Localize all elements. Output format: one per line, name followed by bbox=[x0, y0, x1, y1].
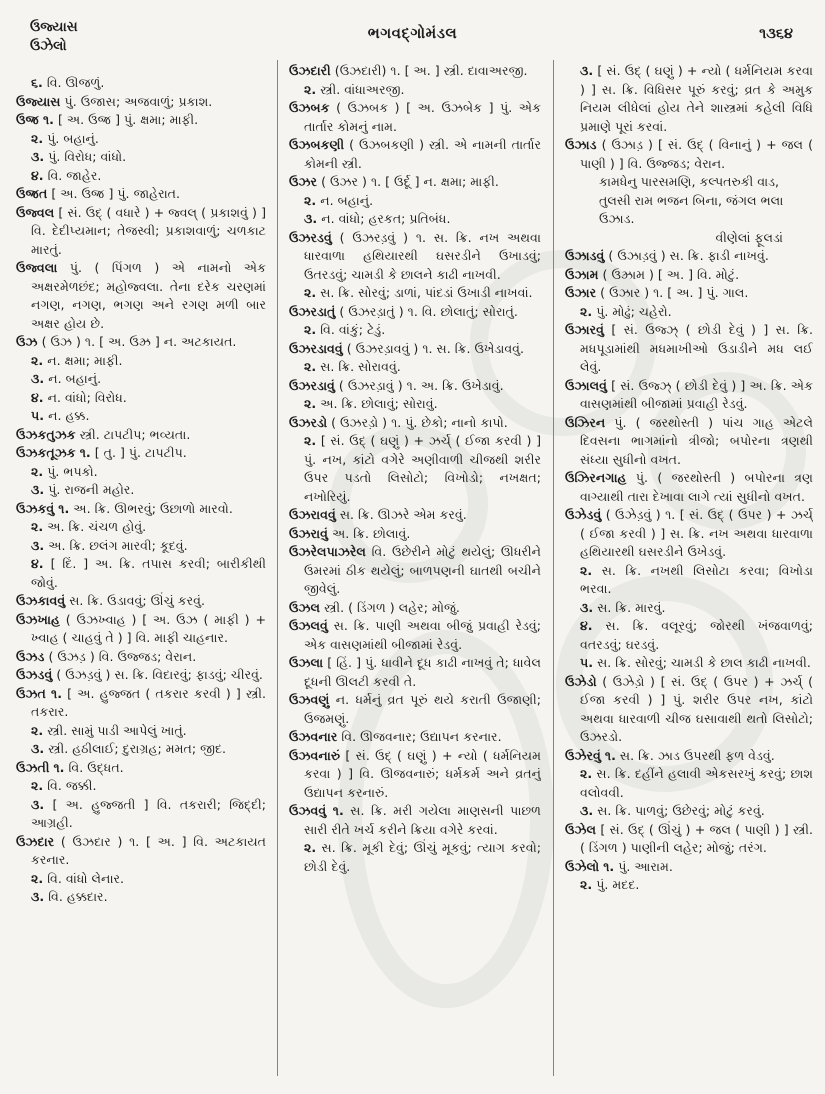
verse-line: કામધેનુ પારસમણિ, કલ્પતરુકી વાડ, bbox=[599, 174, 780, 189]
headword: ઉઝતી bbox=[16, 759, 50, 775]
sense-line: ૪. વિ. જાહેર. bbox=[31, 167, 102, 183]
dictionary-entry: ઉઝર ( ઉઝર ) ૧. [ ઉર્દૂ ] ન. ક્ષમા; માફી. bbox=[289, 174, 499, 189]
sense-line: ૨. પું. ભપકો. bbox=[31, 463, 98, 479]
headword: ઉઝકાવવું bbox=[16, 593, 66, 608]
sense-line: ૨. સ્ત્રી. વાંધાઅરજી. bbox=[304, 81, 405, 97]
dictionary-entry: ઉઝાર ( ઉઝાર ) ૧. [ અ. ] પું. ગાલ. bbox=[565, 285, 749, 300]
dictionary-entry: ઉજ્યાસ પું. ઉજાસ; અજવાળું; પ્રકાશ. bbox=[16, 93, 213, 109]
sense-number: ૪. bbox=[31, 556, 44, 571]
dictionary-entry: ઉઝકતુઝક સ્ત્રી. ટાપટીપ; ભવ્યતા. bbox=[16, 426, 191, 442]
headword: ઉઝત bbox=[16, 685, 46, 701]
sense-number: ૨. bbox=[31, 519, 44, 534]
guide-word-bottom: ઉઝેલો bbox=[30, 38, 67, 54]
dictionary-entry: ઉઝેરવું ૧. સ. ક્રિ. ઝાડ ઉપરથી ફળ વેડવું. bbox=[565, 747, 775, 763]
sense-number: ૨. bbox=[304, 81, 317, 97]
sense-number: ૨. bbox=[304, 322, 317, 337]
headword: ઉઝકવું bbox=[16, 500, 55, 516]
dictionary-entry: ઉઝતી ૧. વિ. ઉદ્ધત. bbox=[16, 759, 124, 775]
sense-number: ૪. bbox=[580, 618, 593, 633]
sense-number: ૧. bbox=[42, 112, 54, 127]
sense-line: ૩. પું. રાજની મહોર. bbox=[31, 482, 135, 497]
sense-line: ૨. વિ. વાંધો લેનાર. bbox=[31, 870, 125, 886]
headword: ઉઝવવું bbox=[289, 803, 327, 818]
sense-line: ૪. સ. ક્રિ. વલૂરવું; જોરથી ખંજવાળવું; વતરડવું; ઘરડવું. bbox=[580, 618, 813, 652]
dictionary-entry: ઉઝામ ( ઉઝ્રામ ) [ અ. ] વિ. મોટું. bbox=[565, 266, 740, 282]
headword: ઉઝ bbox=[16, 334, 38, 349]
sense-number: ૨. bbox=[31, 778, 44, 793]
headword: ઉઝેલો bbox=[565, 858, 600, 874]
page-number: ૧૩૬૪ bbox=[759, 26, 793, 42]
headword: ઉજ્રત bbox=[16, 186, 48, 201]
dictionary-entry: ઉઝરાવું અ. ક્રિ. છોલાવું. bbox=[289, 525, 411, 541]
sense-line: ૩. વિ. હક્કદાર. bbox=[31, 889, 108, 904]
sense-number: ૩. bbox=[580, 803, 594, 818]
sense-line: ૨. સ. ક્રિ. મૂકી દેવું; ઊંચું મૂકવું; ત્યાગ કરવો; છોડી દેવું. bbox=[304, 840, 541, 874]
headword: ઉજ્યાસ bbox=[16, 93, 61, 109]
headword: ઉઝડ bbox=[16, 648, 45, 664]
sense-number: ૪. bbox=[31, 167, 44, 183]
headword: ઉઝિરન bbox=[565, 414, 606, 430]
headword: ઉઝામ bbox=[565, 266, 599, 282]
sense-line: ૨. પું. મોઢું; ચહેરો. bbox=[580, 303, 672, 319]
dictionary-entry: ઉઝરાવવું સ. ક્રિ. ઊઝરે એમ કરવું. bbox=[289, 507, 467, 522]
dictionary-entry: ઉઝલા [ હિં. ] પું. ધાવીને દૂધ કાઢી નાખવું તે; ધાવેલ દૂધની ઊલટી કરવી તે. bbox=[289, 655, 541, 689]
headword: ઉઝડવું bbox=[16, 667, 53, 682]
sense-number: ૨. bbox=[580, 562, 593, 578]
dictionary-entry: ઉઝખાહ ( ઉઝખ્વાહ ) [ અ. ઉઝ ( માફી ) + ખ્વાહ ( ચાહવું તે ) ] વિ. માફી ચાહનાર. bbox=[16, 611, 266, 645]
dictionary-entry: ઉઝારવું [ સં. ઉજ્ઝ્ ( છોડી દેવું ) ] સ. ક્રિ. મધપૂડામાંથી મધમાખીઓ ઉડાડીને મધ લઈ લેવું. bbox=[565, 322, 813, 374]
headword: ઉઝરડવું bbox=[289, 229, 332, 245]
sense-line: ૩. [ અ. હુજ્જતી ] વિ. તકરારી; જિદ્દી; આગ્રહી. bbox=[31, 796, 266, 830]
dictionary-entry: ઉઝાડ ( ઉઝાડ઼ ) [ સં. ઉદ્ ( વિનાનું ) + જલ ( પાણી ) ] વિ. ઉજ્જડ; વેરાન. bbox=[565, 137, 813, 171]
dictionary-entry: ઉજ્વલા પું. ( પિંગળ ) એ નામનો એક અક્ષરમેળછંદ; મહોજ્વલા. તેના દરેક ચરણમાં નગણ, નગણ, ભગણ અને રગણ મળી બાર અક્ષર હોય છે. bbox=[16, 260, 266, 331]
sense-number: ૧. bbox=[53, 759, 65, 775]
sense-number: ૨. bbox=[304, 285, 317, 300]
dictionary-entry: ઉઝદારી (ઉઝદારી) ૧. [ અ. ] સ્ત્રી. દાવાઅરજી. bbox=[289, 63, 528, 78]
headword: ઉઝારવું bbox=[565, 322, 604, 337]
headword: ઉઝદાર bbox=[16, 833, 55, 849]
sense-line: ૩. પું. વિરોધ; વાંધો. bbox=[31, 149, 127, 164]
sense-number: ૨. bbox=[304, 396, 317, 411]
sense-line: ૩. [ સં. ઉદ્ ( ઘણું ) + ન્યો ( ધર્મનિયમ કરવા ) ] સ. ક્રિ. વિધિસર પૂરું કરવું; વ્રત કે અમુક નિયમ લીધેલાં હોય તેને શાસ્ત્રમાં કહેલી વિધિ પ્રમાણે પૂરાં કરવાં. bbox=[580, 63, 813, 134]
dictionary-entry: ઉઝરેલપાઝરેલ વિ. ઉછેરીને મોટું થયેલું; ઊધરીને ઉમરમાં ઠીક થયેલું; બાળપણની ઘાતથી બચીને જીવેલું. bbox=[289, 544, 541, 596]
sense-line: ૨. ન. ક્ષમા; માફી. bbox=[31, 352, 123, 368]
guide-word-top: ઉજ્યાસ bbox=[30, 19, 78, 35]
sense-number: ૨. bbox=[31, 463, 44, 479]
sense-number: ૨. bbox=[31, 722, 44, 738]
sense-line: ૨. વિ. વાંકું; ટેડું. bbox=[304, 322, 386, 337]
dictionary-entry: ઉઝકવું ૧. અ. ક્રિ. ઊભરવું; ઉછાળો મારવો. bbox=[16, 500, 233, 516]
headword: ઉઝલા bbox=[289, 655, 324, 670]
dictionary-entry: ઉઝવનારું [ સં. ઉદ્ ( ઘણું ) + ન્યો ( ધર્મનિયમ કરવા ) ] વિ. ઊજવનારું; ધર્મકર્મ અને વ્રતનું ઉદ્યાપન કરનારું. bbox=[289, 747, 541, 800]
sense-number: ૧. bbox=[58, 500, 70, 516]
headword: ઉઝરાવું bbox=[289, 525, 328, 541]
sense-line: ૩. સ્ત્રી. હઠીલાઈ; દુરાગ્રહ; મમત; જીદ. bbox=[31, 741, 227, 756]
sense-line: ૨. અ. ક્રિ. છોલાવું; સોરાવું. bbox=[304, 396, 438, 411]
dictionary-entry: ઉઝકતૂઝક ૧. [ તુ. ] પું. ટાપટીપ. bbox=[16, 445, 187, 460]
dictionary-entry: ઉઝત ૧. [ અ. હુજ્જત ( તકરાર કરવી ) ] સ્ત્રી. તકરાર. bbox=[16, 685, 266, 719]
sense-number: ૧. bbox=[603, 858, 615, 874]
dictionary-entry: ઉઝબક ( ઉઝબક ) [ અ. ઉઝબેક ] પું. એક તાર્તાર કોમનું નામ. bbox=[289, 100, 541, 134]
sense-line: ૨. સ. ક્રિ. સોરવું; ડાળાં, પાંદડાં ઉખાડી નાખવાં. bbox=[304, 285, 533, 300]
sense-number: ૩. bbox=[31, 741, 45, 756]
sense-number: ૩. bbox=[580, 599, 594, 615]
headword: ઉજ્ર bbox=[16, 112, 39, 127]
headword: ઉજ્વલ bbox=[16, 204, 55, 220]
sense-number: ૨. bbox=[304, 840, 317, 855]
headword: ઉઝાડવું bbox=[565, 248, 605, 263]
sense-number: ૪. bbox=[31, 389, 44, 405]
headword: ઉઝરેલપાઝરેલ bbox=[289, 544, 366, 559]
headword: ઉઝખાહ bbox=[16, 611, 60, 627]
headword: ઉજ્વલા bbox=[16, 260, 58, 275]
sense-line: ૩. ન. વાંધો; હરકત; પ્રતિબંધ. bbox=[304, 211, 451, 226]
headword: ઉઝેડો bbox=[565, 673, 597, 689]
sense-number: ૨. bbox=[304, 359, 317, 374]
sense-line: ૩. અ. ક્રિ. છલંગ મારવી; કૂદવું. bbox=[31, 537, 188, 553]
sense-line: ૩. સ. ક્રિ. પાળવું; ઉછેરવું; મોટું કરવું. bbox=[580, 803, 765, 818]
sense-number: ૨. bbox=[304, 433, 317, 448]
sense-line: ૨. સ. ક્રિ. નખથી લિસોટા કરવા; વિખોડા ભરવા. bbox=[580, 562, 813, 596]
headword: ઉઝરડાવવું bbox=[289, 340, 343, 356]
headword: ઉઝકતૂઝક bbox=[16, 445, 76, 460]
dictionary-entry: ઉઝેડો ( ઉઝેડ઼ો ) [ સં. ઉદ્ ( ઉપર ) + ઝર્ચ્ ( ઈજા કરવી ) ] પું. શરીર ઉપર નખ, કાંટો અથવા ધારવાળી ચીજ ઘસાવાથી થતો લિસોટો; ઉઝરડો. bbox=[565, 673, 813, 744]
sense-line: ૨. અ. ક્રિ. ચંચળ હોવું. bbox=[31, 519, 147, 534]
headword: ઉઝર bbox=[289, 174, 318, 189]
dictionary-entry: ઉઝ ( ઉઝ ) ૧. [ અ. ઉઝ્ર ] ન. અટકાયત. bbox=[16, 334, 237, 349]
headword: ઉઝાલવું bbox=[565, 377, 607, 393]
dictionary-entry: ઉઝિરન પું. ( જરથોસ્તી ) પાંચ ગાહ એટલે દિવસના ભાગમાંનો ત્રીજો; બપોરના ત્રણથી સંધ્યા સુધીનો વખત. bbox=[565, 414, 813, 467]
sense-number: ૨. bbox=[31, 130, 44, 146]
sense-line: ૨. સ. ક્રિ. સોરાવવું. bbox=[304, 359, 401, 374]
sense-line: ૪. ન. વાંધો; વિરોધ. bbox=[31, 389, 127, 405]
headword: ઉઝાડ bbox=[565, 137, 597, 152]
headword: ઉઝરડાવું bbox=[289, 377, 335, 393]
headword: ઉઝવનાર bbox=[289, 729, 338, 744]
sense-number: ૧. bbox=[604, 747, 616, 763]
dictionary-entry: ઉઝલવું સ. ક્રિ. પાણી અથવા બીજું પ્રવાહી રેડવું; એક વાસણમાંથી બીજામાં રેડવું. bbox=[289, 618, 541, 652]
dictionary-entry: ઉઝેલ [ સં. ઉદ્ ( ઊંચું ) + જલ ( પાણી ) ] સ્ત્રી. ( ડિંગળ ) પાણીની લહેર; મોજું; તરંગ. bbox=[565, 821, 813, 855]
dictionary-entry: ઉઝરડાવું ( ઉઝરડ઼ાવું ) ૧. અ. ક્રિ. ઉખેડાવું. bbox=[289, 377, 504, 393]
headword: ઉઝરાવવું bbox=[289, 507, 336, 522]
page-title: ભગવદ્ગોમંડલ bbox=[367, 24, 458, 42]
sense-line: ૨. સ. ક્રિ. દહીંને હલાવી એકસરખું કરવું; છાશ વલોવવી. bbox=[580, 766, 813, 800]
dictionary-entry: ઉઝરડાતું ( ઉઝરડ઼ાતું ) ૧. વિ. છોલાતું; સોરાતું. bbox=[289, 303, 518, 319]
sense-number: ૨. bbox=[31, 352, 44, 368]
sense-number: ૧. bbox=[51, 685, 62, 701]
headword: ઉઝરડાતું bbox=[289, 303, 336, 319]
headword: ઉઝકતુઝક bbox=[16, 426, 76, 442]
dictionary-entry: ઉઝરડવું ( ઉઝરડ઼વું ) ૧. સ. ક્રિ. નખ અથવા ધારવાળા હથિયારથી ઘસરડીને ઉખાડવું; ઉતરડવું; ચામડી કે છાલને કાઢી નાખવી. bbox=[289, 229, 541, 282]
dictionary-entry: ઉઝરડો ( ઉઝરડ઼ો ) ૧. પું. છેકો; નાનો કાપો. bbox=[289, 414, 508, 430]
sense-number: ૨. bbox=[580, 303, 593, 319]
sense-line: ૨. પું. મદદ. bbox=[580, 877, 640, 892]
dictionary-entry: ઉઝાડવું ( ઉઝાડ઼વું ) સ. ક્રિ. ફાડી નાખવું. bbox=[565, 248, 769, 263]
sense-number: ૨. bbox=[31, 870, 44, 886]
text-column-2 bbox=[289, 62, 541, 1078]
sense-number: ૧. bbox=[332, 803, 344, 818]
verse-attribution: વીણેલાં ફૂલડાં bbox=[715, 229, 783, 245]
headword: ઉઝવણું bbox=[289, 692, 330, 707]
sense-number: ૩. bbox=[31, 889, 45, 904]
sense-number: ૨. bbox=[580, 766, 593, 781]
dictionary-entry: ઉજ્ર ૧. [ અ. ઉજ્ર ] પું. ક્ષમા; માફી. bbox=[16, 112, 199, 127]
sense-number: ૨. bbox=[304, 192, 317, 208]
sense-number: ૩. bbox=[31, 482, 45, 497]
headword: ઉઝેલ bbox=[565, 821, 597, 837]
dictionary-entry: ઉઝડવું ( ઉઝડ઼વું ) સ. ક્રિ. વિદારવું; ફાડવું; ચીરવું. bbox=[16, 667, 263, 682]
text-column-1 bbox=[16, 62, 266, 1090]
sense-line: ૩. સ. ક્રિ. મારવું. bbox=[580, 599, 666, 615]
sense-line: ૨. વિ. જક્કી. bbox=[31, 778, 97, 793]
sense-line: ૩. ન. બહાનું. bbox=[31, 371, 102, 386]
headword: ઉઝદારી bbox=[289, 63, 331, 78]
sense-number: ૩. bbox=[304, 211, 318, 226]
dictionary-entry: ઉઝરડાવવું ( ઉઝરડ઼ાવવું ) ૧. સ. ક્રિ. ઉખેડાવવું. bbox=[289, 340, 525, 356]
headword: ઉઝબકણી bbox=[289, 137, 345, 152]
sense-line: ૨. [ સં. ઉદ્ ( ઘણું ) + ઝર્ચ્ ( ઈજા કરવી ) ] પું. નખ, કાંટો વગેરે અણીવાળી ચીજથી શરીર ઉપર પડતો લિસોટો; વિખોડો; નખક્ષત; નખોરિયું. bbox=[304, 433, 541, 504]
dictionary-entry: ઉજ્વલ [ સં. ઉદ્ ( વધારે ) + જ્વલ્ ( પ્રકાશવું ) ] વિ. દેદીપ્યમાન; તેજસ્વી; પ્રકાશવાળું; ચળકાટ મારતું. bbox=[16, 204, 266, 257]
headword: ઉઝિરનગાહ bbox=[565, 470, 627, 485]
dictionary-entry: ઉઝડ ( ઉઝડ઼ ) વિ. ઉજ્જડ; વેરાન. bbox=[16, 648, 197, 664]
headword: ઉઝેડવું bbox=[565, 507, 602, 522]
sense-line: ૨. પું. બહાનું. bbox=[31, 130, 99, 146]
sense-number: ૩. bbox=[31, 149, 45, 164]
headword: ઉઝલવું bbox=[289, 618, 328, 633]
sense-line: ૬. વિ. ઊજળું. bbox=[31, 75, 105, 90]
column-divider bbox=[553, 60, 554, 1076]
dictionary-entry: ઉઝલ સ્ત્રી. ( ડિંગળ ) લહેર; મોજું. bbox=[289, 599, 460, 615]
sense-line: ૪. [ દિં. ] અ. ક્રિ. તપાસ કરવી; બારીકીથી જોવું. bbox=[31, 556, 266, 590]
column-divider bbox=[277, 60, 278, 1076]
sense-number: ૬. bbox=[31, 75, 43, 90]
verse-line: તુલસી રામ ભજન બિના, જંગલ ભલા ઉઝાડ. bbox=[599, 192, 784, 226]
sense-number: ૩. bbox=[31, 371, 45, 386]
sense-number: ૩. bbox=[31, 796, 45, 812]
dictionary-entry: ઉજ્રત [ અ. ઉજ્ર ] પું. જાહેરાત. bbox=[16, 186, 181, 201]
sense-line: ૫. સ. ક્રિ. સોરવું; ચામડી કે છાલ કાઢી નાખવી. bbox=[580, 655, 811, 670]
sense-line: ૨. સ્ત્રી. સામું પાડી આપેલું ખાતું. bbox=[31, 722, 187, 738]
text-column-3 bbox=[565, 62, 813, 1078]
dictionary-entry: ઉઝવનાર વિ. ઊજવનાર; ઉદ્યાપન કરનાર. bbox=[289, 729, 502, 744]
sense-line: ૫. ન. હક્ક. bbox=[31, 408, 90, 423]
headword: ઉઝરડો bbox=[289, 414, 328, 430]
sense-number: ૧. bbox=[79, 445, 91, 460]
sense-number: ૫. bbox=[31, 408, 45, 423]
dictionary-entry: ઉઝવણું ન. ધર્મનું વ્રત પૂરું થયે કરાતી ઉજાણી; ઉજમણું. bbox=[289, 692, 541, 726]
sense-number: ૩. bbox=[31, 537, 45, 553]
dictionary-entry: ઉઝદાર ( ઉઝદાર ) ૧. [ અ. ] વિ. અટકાયત કરનાર. bbox=[16, 833, 266, 867]
dictionary-entry: ઉઝાલવું [ સં. ઉજ્ઝ્ ( છોડી દેવું ) ] અ. ક્રિ. એક વાસણમાંથી બીજામાં પ્રવાહી રેડવું. bbox=[565, 377, 813, 411]
dictionary-entry: ઉઝવવું ૧. સ. ક્રિ. મરી ગયેલા માણસની પાછળ સારી રીતે ખર્ચ કરીને ક્રિયા વગેરે કરવાં. bbox=[289, 803, 541, 837]
dictionary-entry: ઉઝબકણી ( ઉઝબકણી ) સ્ત્રી. એ નામની તાર્તાર કોમની સ્ત્રી. bbox=[289, 137, 541, 171]
headword: ઉઝબક bbox=[289, 100, 330, 115]
dictionary-entry: ઉઝેલો ૧. પું. આરામ. bbox=[565, 858, 673, 874]
sense-line: ૨. ન. બહાનું. bbox=[304, 192, 374, 208]
sense-number: ૫. bbox=[580, 655, 594, 670]
dictionary-entry: ઉઝકાવવું સ. ક્રિ. ઉડાવવું; ઊંચું કરવું. bbox=[16, 593, 205, 608]
sense-number: ૨. bbox=[580, 877, 593, 892]
headword: ઉઝેરવું bbox=[565, 747, 601, 763]
dictionary-entry: ઉઝેડવું ( ઉઝેડ઼વું ) ૧. [ સં. ઉદ્ ( ઉપર ) + ઝર્ચ્ ( ઈજા કરવી ) ] સ. ક્રિ. નખ અથવા ધારવાળા હથિયારથી ઘસરડીને ઉખેડવું. bbox=[565, 507, 813, 559]
dictionary-entry: ઉઝિરનગાહ પું. ( જરથોસ્તી ) બપોરના ત્રણ વાગ્યાથી તારા દેખાવા લાગે ત્યાં સુધીનો વખત. bbox=[565, 470, 813, 504]
sense-number: ૩. bbox=[580, 63, 594, 78]
headword: ઉઝાર bbox=[565, 285, 597, 300]
headword: ઉઝવનારું bbox=[289, 747, 341, 763]
headword: ઉઝલ bbox=[289, 599, 321, 615]
